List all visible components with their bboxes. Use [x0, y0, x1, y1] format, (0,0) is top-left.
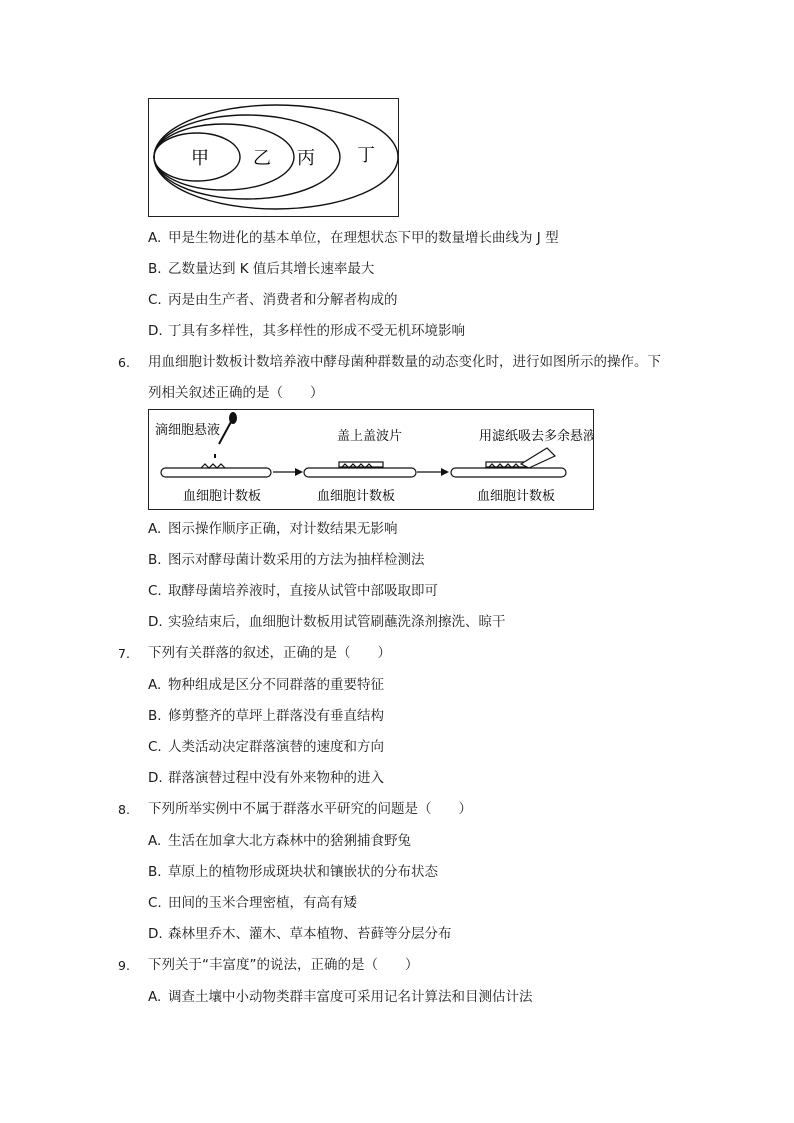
q9-stem: 下列关于“丰富度”的说法，正确的是（ ）: [148, 957, 419, 973]
step2-label: 盖上盖波片: [337, 429, 403, 444]
q5-option-a: A. 甲是生物进化的基本单位，在理想状态下甲的数量增长曲线为 J 型: [148, 230, 559, 246]
q6-option-b: B. 图示对酵母菌计数采用的方法为抽样检测法: [148, 552, 425, 568]
q8-option-d: D. 森林里乔木、灌木、草本植物、苔藓等分层分布: [148, 926, 452, 942]
q9-option-a: A. 调查土壤中小动物类群丰富度可采用记名计算法和目测估计法: [148, 989, 533, 1005]
q5-option-d: D. 丁具有多样性，其多样性的形成不受无机环境影响: [148, 323, 465, 339]
nested-ellipse-figure: [148, 98, 399, 217]
q7-option-a: A. 物种组成是区分不同群落的重要特征: [148, 677, 384, 693]
label-yi: 乙: [253, 148, 271, 169]
q7-option-c: C. 人类活动决定群落演替的速度和方向: [148, 739, 384, 755]
q8-option-c: C. 田间的玉米合理密植，有高有矮: [148, 895, 357, 911]
board2-label: 血细胞计数板: [317, 489, 396, 504]
q6-stem-line1: 用血细胞计数板计数培养液中酵母菌种群数量的动态变化时，进行如图所示的操作。下: [148, 354, 661, 370]
nested-ellipse-diagram: [149, 99, 398, 216]
q7-option-d: D. 群落演替过程中没有外来物种的进入: [148, 770, 384, 786]
arrow-2: [417, 468, 449, 476]
q8-stem: 下列所举实例中不属于群落水平研究的问题是（ ）: [148, 801, 472, 817]
q8-option-b: B. 草原上的植物形成斑块状和镶嵌状的分布状态: [148, 864, 438, 880]
q6-option-c: C. 取酵母菌培养液时，直接从试管中部吸取即可: [148, 583, 438, 599]
q6-number: 6.: [118, 355, 130, 370]
q6-option-d: D. 实验结束后，血细胞计数板用试管刷蘸洗涤剂擦洗、晾干: [148, 614, 506, 630]
q8-number: 8.: [118, 802, 130, 817]
hemocytometer-figure: [148, 409, 594, 510]
ellipse-yi: [154, 124, 294, 190]
q7-stem: 下列有关群落的叙述，正确的是（ ）: [148, 645, 391, 661]
label-jia: 甲: [191, 148, 209, 169]
q6-stem-line2: 列相关叙述正确的是（ ）: [148, 385, 324, 401]
q9-number: 9.: [118, 958, 130, 973]
q5-option-b: B. 乙数量达到 K 值后其增长速率最大: [148, 261, 375, 277]
label-bing: 丙: [297, 148, 315, 169]
arrow-1: [273, 468, 303, 476]
step1-label: 滴细胞悬液: [155, 423, 221, 438]
step3-label: 用滤纸吸去多余悬液: [479, 429, 593, 444]
q7-option-b: B. 修剪整齐的草坪上群落没有垂直结构: [148, 708, 384, 724]
board1-label: 血细胞计数板: [183, 489, 262, 504]
q5-option-c: C. 丙是由生产者、消费者和分解者构成的: [148, 292, 398, 308]
q8-option-a: A. 生活在加拿大北方森林中的猞猁捕食野兔: [148, 833, 411, 849]
q7-number: 7.: [118, 646, 130, 661]
board3-label: 血细胞计数板: [477, 489, 556, 504]
label-ding: 丁: [357, 145, 375, 166]
hemocytometer-diagram: [149, 410, 593, 509]
board-3: [451, 448, 566, 477]
q6-option-a: A. 图示操作顺序正确，对计数结果无影响: [148, 521, 398, 537]
board-1: [161, 464, 271, 477]
board-2: [304, 462, 416, 477]
